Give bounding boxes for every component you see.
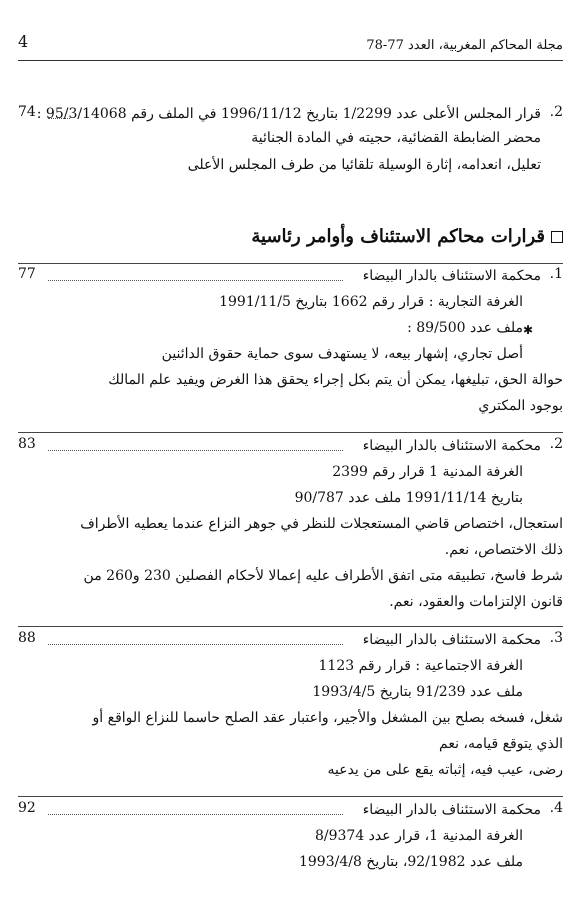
leader-dots [48, 644, 343, 645]
entry-line: ملف عدد 91/239 بتاريخ 1993/4/5 [312, 684, 523, 700]
entry-line: الذي يتوقع قيامه، نعم [439, 736, 563, 752]
court-name: محكمة الاستئناف بالدار البيضاء [362, 802, 541, 818]
item-number: 1. [549, 266, 563, 282]
leader-dots [48, 450, 343, 451]
entry-line: استعجال، اختصاص قاضي المستعجلات للنظر في جوهر النزاع عندما يعطيه الأطراف [80, 516, 563, 532]
leader-dots [48, 280, 343, 281]
entry-line: شرط فاسخ، تطبيقه متى اتفق الأطراف عليه إعمالا لأحكام الفصلين 230 و260 من [83, 568, 563, 584]
entry-line: محضر الضابطة القضائية، حجيته في المادة الجنائية [251, 130, 541, 146]
court-name: محكمة الاستئناف بالدار البيضاء [362, 268, 541, 284]
separator [18, 796, 563, 797]
journal-title: مجلة المحاكم المغربية، العدد 77-78 [366, 38, 563, 53]
entry-line: الغرفة المدنية 1، قرار عدد 8/9374 [314, 828, 523, 844]
separator [18, 263, 563, 264]
separator [18, 432, 563, 433]
entry-line: قانون الإلتزامات والعقود، نعم. [389, 594, 563, 610]
leader-dots [48, 814, 343, 815]
entry-line: تعليل، انعدامه، إثارة الوسيلة تلقائيا من طرف المجلس الأعلى [187, 157, 541, 173]
header-rule [18, 60, 563, 61]
entry-line: الغرفة الاجتماعية : قرار رقم 1123 [318, 658, 523, 674]
page-header [18, 30, 563, 60]
item-number: 3. [549, 630, 563, 646]
item-number: 2. [549, 436, 563, 452]
checkbox-square-icon [551, 231, 563, 243]
entry-line: أصل تجاري، إشهار بيعه، لا يستهدف سوى حماية حقوق الدائنين [161, 346, 523, 362]
separator [18, 626, 563, 627]
entry-page: 92 [18, 800, 36, 816]
leader-dots [48, 118, 70, 119]
item-number: 2. [549, 104, 563, 120]
entry-line: بتاريخ 1991/11/14 ملف عدد 90/787 [294, 490, 523, 506]
item-number: 4. [549, 800, 563, 816]
entry-title: قرار المجلس الأعلى عدد 1/2299 بتاريخ 1996/11/12 في الملف رقم 95/3/14068 : [36, 106, 541, 122]
entry-page: 83 [18, 436, 36, 452]
entry-line: ملف عدد 89/500 : [407, 320, 523, 336]
section-title: قرارات محاكم الاستئناف وأوامر رئاسية [251, 226, 563, 247]
page-number: 4 [18, 32, 29, 51]
entry-line: الغرفة التجارية : قرار رقم 1662 بتاريخ 1991/11/5 [219, 294, 523, 310]
entry-page: 74 [18, 104, 36, 120]
court-name: محكمة الاستئناف بالدار البيضاء [362, 632, 541, 648]
entry-page: 77 [18, 266, 36, 282]
entry-line: حوالة الحق، تبليغها، يمكن أن يتم بكل إجراء يحقق هذا الغرض ويفيد علم المالك [108, 372, 563, 388]
entry-line: شغل، فسخه بصلح بين المشغل والأجير، واعتبار عقد الصلح حاسما للنزاع الواقع أو [92, 710, 563, 726]
star-bullet-icon: ✱ [522, 323, 533, 337]
entry-line: رضى، عيب فيه، إثباته يقع على من يدعيه [327, 762, 563, 778]
entry-line: ملف عدد 92/1982، بتاريخ 1993/4/8 [298, 854, 523, 870]
court-name: محكمة الاستئناف بالدار البيضاء [362, 438, 541, 454]
entry-line: الغرفة المدنية 1 قرار رقم 2399 [332, 464, 523, 480]
entry-line: ذلك الاختصاص، نعم. [444, 542, 563, 558]
entry-line: بوجود المكتري [478, 398, 563, 414]
entry-page: 88 [18, 630, 36, 646]
